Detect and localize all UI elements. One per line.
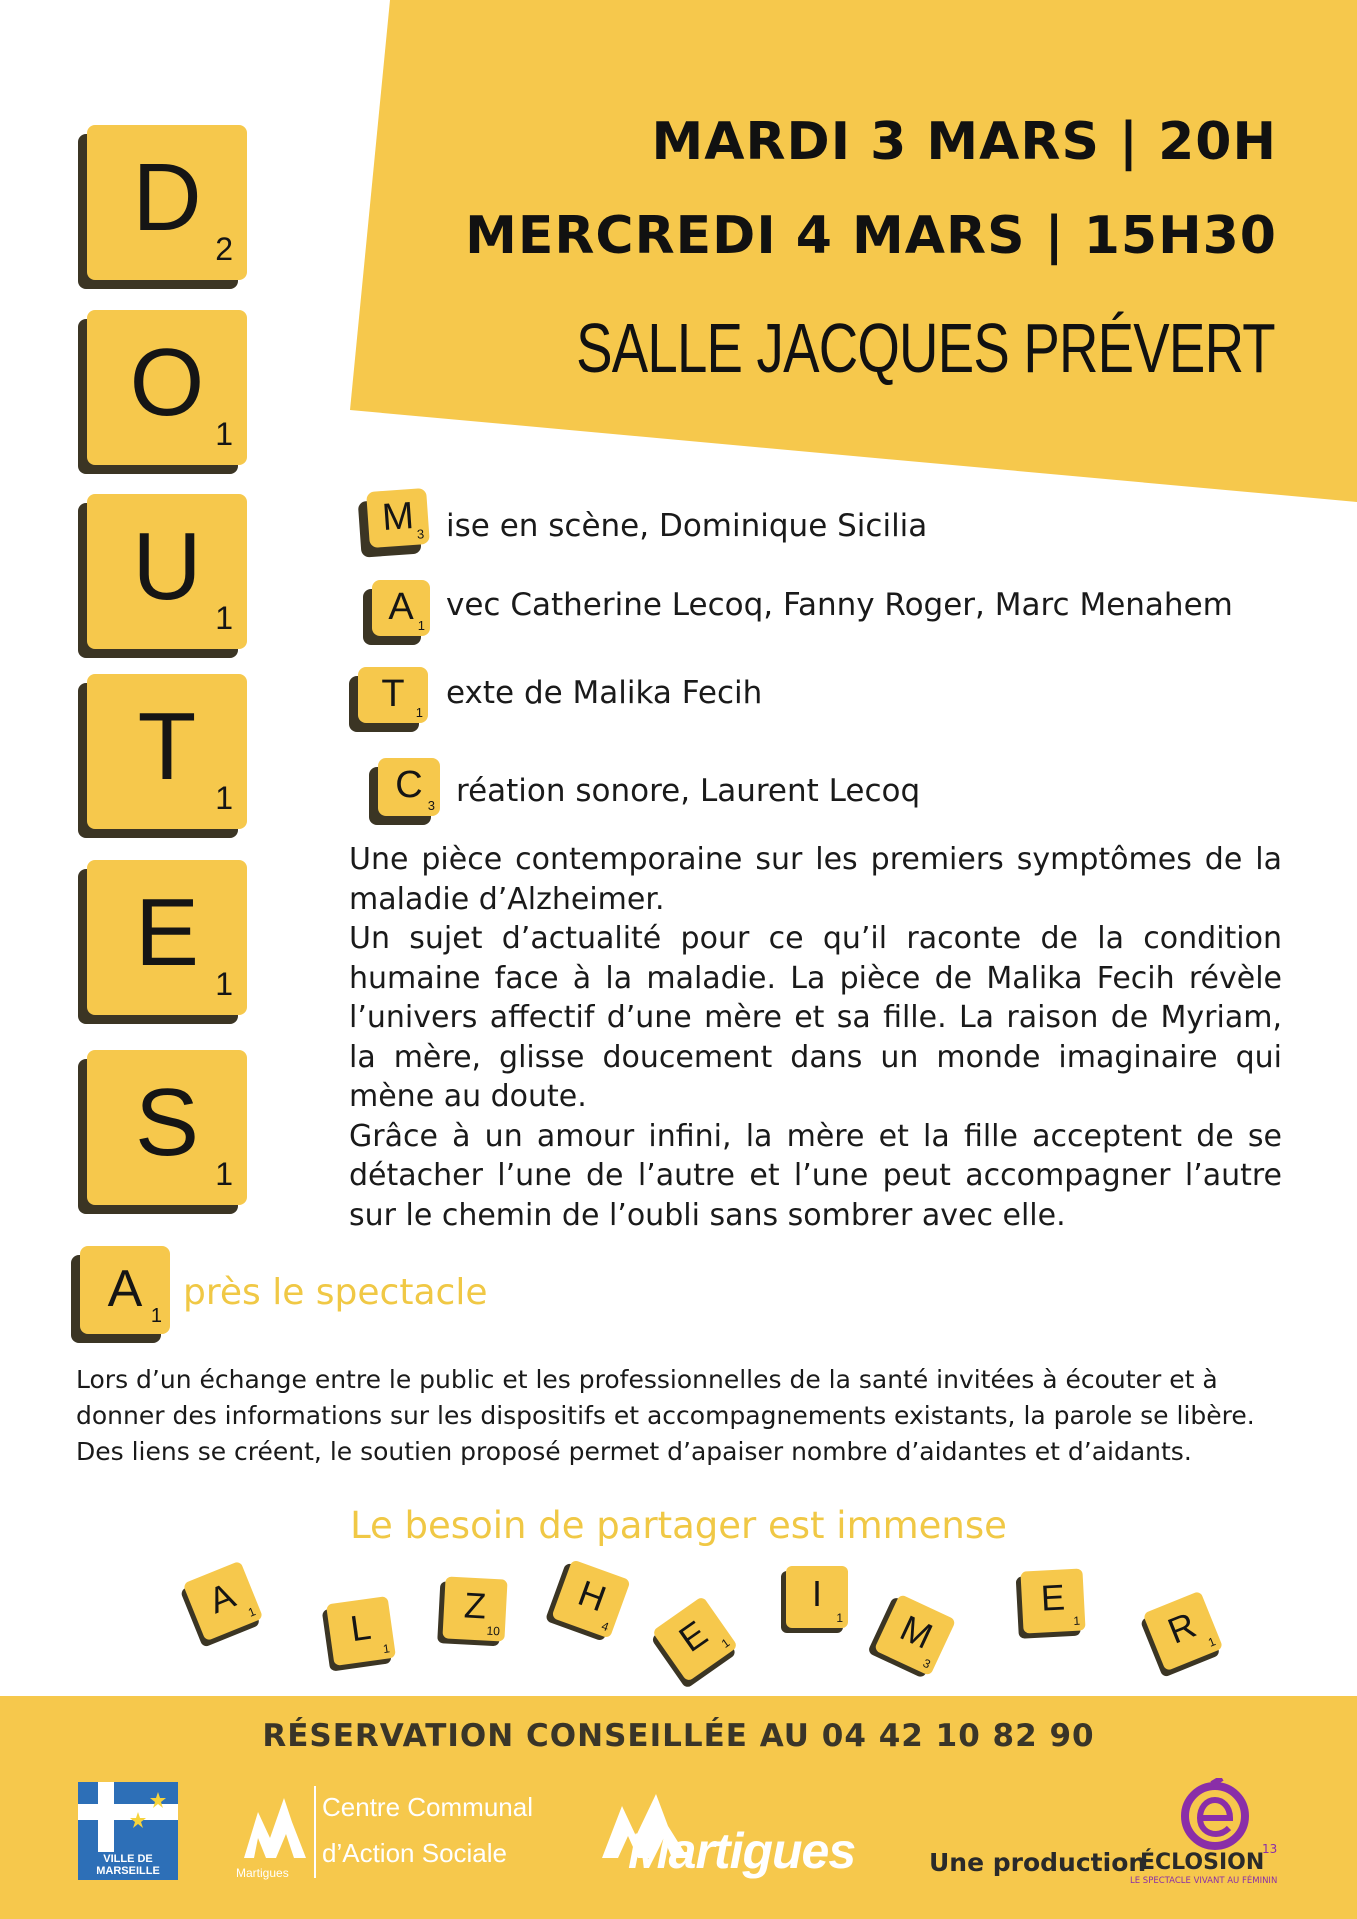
alzheimer-tile-m <box>874 1594 956 1676</box>
credit-tile-a <box>372 580 430 636</box>
tile-letter: D <box>132 144 202 251</box>
martigues-logo <box>598 1786 888 1886</box>
tile-letter: U <box>132 513 202 620</box>
eclosion-tagline: LE SPECTACLE VIVANT AU FÉMININ <box>1130 1876 1278 1886</box>
tile-points: 1 <box>417 618 425 633</box>
tile-points: 1 <box>215 966 233 1002</box>
tile-letter: R <box>1161 1603 1202 1652</box>
apres-tile-a <box>80 1246 170 1334</box>
alzheimer-tile-r <box>1143 1591 1224 1672</box>
tile-letter: E <box>671 1612 715 1660</box>
eclosion-sup: 13 <box>1262 1842 1278 1856</box>
description-paragraph: Grâce à un amour infini, la mère et la fille acceptent de se détacher l’une de l’autre et l’une peut accompagner l’autre sur le chemin de l’oubli sans sombrer avec elle. <box>349 1118 1282 1233</box>
apres-heading: près le spectacle <box>183 1272 488 1313</box>
tile-points: 2 <box>215 231 233 267</box>
tile-letter: E <box>1039 1576 1066 1619</box>
title-tile-u <box>87 494 247 649</box>
alzheimer-tile-l <box>326 1596 396 1666</box>
tile-letter: S <box>134 1069 200 1176</box>
credit-tile-c <box>378 758 440 816</box>
tile-points: 1 <box>215 600 233 636</box>
tile-letter: C <box>395 764 423 806</box>
credit-avec: vec Catherine Lecoq, Fanny Roger, Marc Menahem <box>446 587 1233 623</box>
tile-points: 3 <box>920 1655 933 1672</box>
tile-points: 1 <box>150 1305 162 1327</box>
ccas-line-1: Centre Communal <box>322 1792 533 1822</box>
ccas-mark-icon <box>240 1792 310 1862</box>
credit-texte: exte de Malika Fecih <box>446 675 763 711</box>
title-tile-d <box>87 125 247 280</box>
credit-tile-t <box>358 667 428 723</box>
description-paragraph: Un sujet d’actualité pour ce qu’il raconte de la condition humaine face à la maladie. La pièce de Malika Fecih révèle l’univers affectif d’une mère et sa fille. La raison de Myriam, la mère, glisse doucement dans un monde imaginaire qui mène au doute. <box>349 921 1282 1114</box>
alzheimer-tile-h <box>551 1559 630 1638</box>
date-line-2: MERCREDI 4 MARS | 15H30 <box>465 206 1277 266</box>
tile-letter: Z <box>463 1584 488 1627</box>
tile-letter: T <box>137 693 197 800</box>
ccas-logo <box>236 1786 546 1886</box>
slogan: Le besoin de partager est immense <box>350 1504 1007 1547</box>
tile-points: 3 <box>416 526 425 542</box>
alzheimer-tile-z <box>442 1576 507 1641</box>
tile-letter: A <box>202 1574 241 1622</box>
tile-points: 1 <box>1073 1613 1081 1628</box>
credit-mise-en-scene: ise en scène, Dominique Sicilia <box>446 508 928 544</box>
eclosion-logo <box>1130 1778 1300 1890</box>
credit-tile-m <box>366 488 430 548</box>
tile-points: 1 <box>415 705 423 720</box>
eclosion-e-icon <box>1176 1778 1254 1850</box>
tile-letter: I <box>811 1573 822 1614</box>
ccas-small-text: Martigues <box>236 1866 289 1880</box>
tile-letter: H <box>572 1572 612 1620</box>
reservation-line: RÉSERVATION CONSEILLÉE AU 04 42 10 82 90 <box>262 1718 1095 1754</box>
ville-de-marseille-logo <box>78 1782 178 1880</box>
tile-points: 1 <box>836 1611 843 1625</box>
tile-points: 1 <box>215 1156 233 1192</box>
alzheimer-tile-i <box>786 1566 848 1628</box>
tile-letter: L <box>347 1605 374 1650</box>
tile-points: 10 <box>486 1623 501 1639</box>
alzheimer-tile-e2 <box>1020 1568 1085 1633</box>
tile-letter: M <box>894 1606 939 1657</box>
title-tile-e <box>87 860 247 1015</box>
ccas-line-2: d’Action Sociale <box>322 1838 507 1868</box>
tile-points: 1 <box>718 1635 733 1651</box>
tile-letter: M <box>380 494 416 540</box>
eclosion-name: ÉCLOSION <box>1140 1850 1265 1875</box>
tile-letter: T <box>381 673 405 715</box>
tile-letter: A <box>107 1260 143 1318</box>
play-description <box>349 840 1282 1235</box>
date-line-1: MARDI 3 MARS | 20H <box>651 112 1277 172</box>
tile-letter: A <box>388 586 414 628</box>
tile-letter: O <box>129 329 205 436</box>
alzheimer-tile-a <box>183 1561 264 1642</box>
alzheimer-tile-e <box>652 1596 738 1682</box>
apres-paragraph: Lors d’un échange entre le public et les professionnelles de la santé invitées à écouter et à donner des informations sur les dispositifs et accompagnements existants, la parole se libère. Des liens se créent, le soutien proposé permet d’apaiser nombre d’aidantes et d’aidants. <box>76 1365 1255 1466</box>
tile-points: 3 <box>427 798 435 813</box>
tile-points: 1 <box>215 780 233 816</box>
tile-points: 4 <box>599 1618 611 1635</box>
tile-points: 1 <box>215 416 233 452</box>
title-tile-o <box>87 310 247 465</box>
credit-creation-sonore: réation sonore, Laurent Lecoq <box>456 773 921 809</box>
tile-letter: E <box>134 879 200 986</box>
tile-points: 1 <box>246 1604 258 1620</box>
title-tile-t <box>87 674 247 829</box>
tile-points: 1 <box>382 1641 391 1657</box>
description-paragraph: Une pièce contemporaine sur les premiers symptômes de la maladie d’Alzheimer. <box>349 842 1282 917</box>
martigues-wordmark: Martigues <box>628 1823 856 1879</box>
production-label: Une production <box>929 1848 1147 1877</box>
marseille-logo-text: VILLE DE MARSEILLE <box>96 1853 160 1877</box>
venue-title: SALLE JACQUES PRÉVERT <box>576 309 1275 387</box>
title-tile-s <box>87 1050 247 1205</box>
tile-points: 1 <box>1206 1634 1218 1650</box>
